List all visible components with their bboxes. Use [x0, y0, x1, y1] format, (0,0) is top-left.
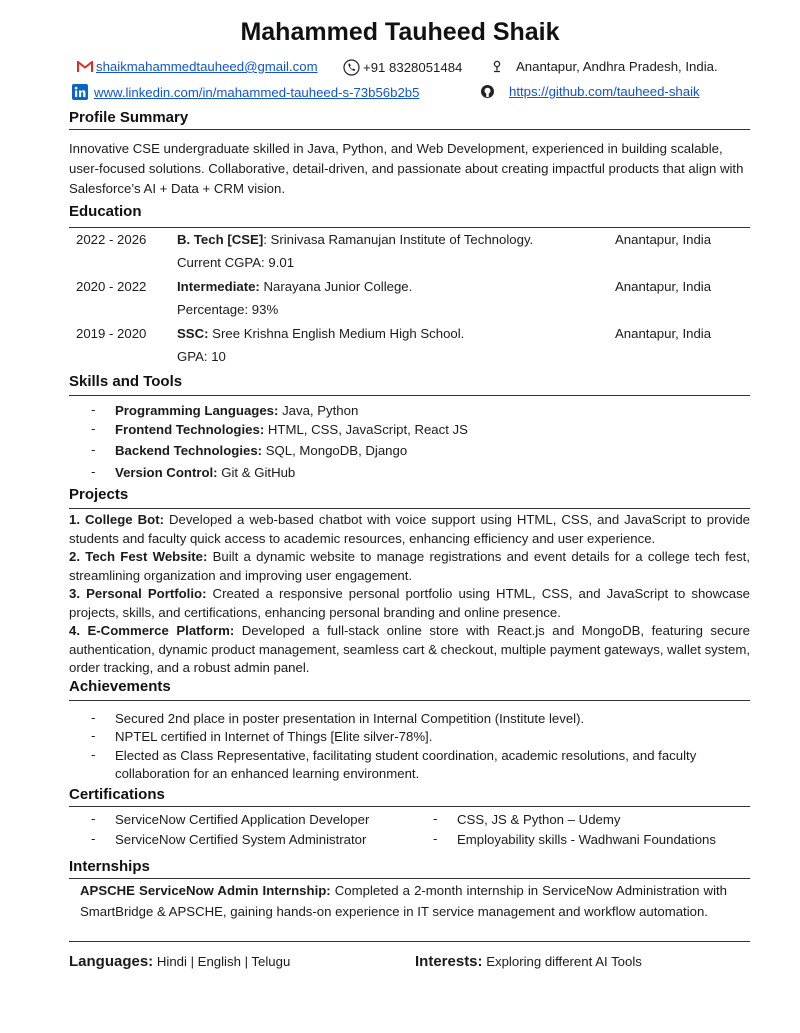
phone-icon [343, 59, 360, 76]
project-label: 1. College Bot: [69, 512, 164, 527]
education-place: Anantapur, India [615, 326, 712, 341]
skill-text [115, 402, 735, 420]
achievements-heading: Achievements [69, 678, 171, 695]
project-text: Built a dynamic website to manage registrations and event details for a college tech fest, streamlining organization and improving user engagement. [69, 549, 750, 583]
internships-heading: Internships [69, 858, 150, 875]
location-contact [492, 59, 718, 74]
project-text: Created a responsive personal portfolio using HTML, CSS, and JavaScript to showcase projects, skills, and certifications, enhancing personal branding and online presence. [69, 586, 750, 620]
skill-label: Version Control: [115, 465, 218, 480]
skill-value: Java, Python [278, 403, 359, 418]
skills-heading: Skills and Tools [69, 373, 183, 390]
bullet-dash: - [91, 442, 96, 457]
profile-summary-text: Innovative CSE undergraduate skilled in Java, Python, and Web Development, experienced in building scalable, user-focused solutions. Collaborative, detail-driven, and passionate about creating impactful products that align with Salesforce’s AI + Data + CRM vision. [69, 141, 744, 196]
projects-list [69, 511, 750, 678]
bullet-dash: - [91, 464, 96, 479]
section-divider [69, 806, 750, 807]
project-item [69, 548, 750, 585]
skill-text [115, 421, 735, 439]
languages-value: Hindi | English | Telugu [156, 954, 291, 969]
project-text: Developed a full-stack online store with React.js and MongoDB, featuring secure authentication, dynamic product management, seamless cart & checkout, multiple payment gateways, wallet system, order tracking, and a robust admin panel. [69, 623, 750, 675]
education-place: Anantapur, India [615, 232, 712, 247]
bullet-dash: - [91, 728, 96, 743]
achievement-text: Elected as Class Representative, facilitating student coordination, academic resolutions, and faculty collaboration for an enhanced learning environment. [115, 748, 697, 781]
bullet-dash: - [433, 811, 438, 826]
project-label: 2. Tech Fest Website: [69, 549, 208, 564]
interests-value: Exploring different AI Tools [486, 954, 642, 969]
interests-line [415, 953, 642, 970]
gmail-icon [77, 61, 93, 73]
linkedin-icon [72, 84, 88, 100]
skill-text [115, 442, 735, 460]
certification-text: ServiceNow Certified System Administrator [115, 832, 367, 847]
project-label: 4. E-Commerce Platform: [69, 623, 235, 638]
projects-heading: Projects [69, 486, 129, 503]
section-divider [69, 878, 750, 879]
skill-value: SQL, MongoDB, Django [262, 443, 408, 458]
skill-label: Programming Languages: [115, 403, 279, 418]
certification-text: Employability skills - Wadhwani Foundations [457, 832, 716, 847]
section-divider [69, 700, 750, 701]
section-divider [69, 395, 750, 396]
languages-line [69, 953, 290, 970]
education-score: Percentage: 93% [177, 302, 279, 317]
bullet-dash: - [91, 421, 96, 436]
location-pin-icon [492, 60, 502, 74]
bullet-dash: - [433, 831, 438, 846]
education-score: GPA: 10 [177, 349, 226, 364]
project-item [69, 511, 750, 548]
achievement-text: NPTEL certified in Internet of Things [Elite silver-78%]. [115, 729, 433, 744]
linkedin-contact [72, 84, 419, 100]
project-item [69, 585, 750, 622]
education-school: Narayana Junior College. [259, 279, 413, 294]
skill-text [115, 464, 735, 482]
skill-value: HTML, CSS, JavaScript, React JS [264, 422, 468, 437]
section-divider [69, 508, 750, 509]
certification-text: CSS, JS & Python – Udemy [457, 812, 621, 827]
certification-text: ServiceNow Certified Application Developer [115, 812, 370, 827]
email-contact [77, 59, 318, 74]
education-degree: B. Tech [CSE] [177, 232, 264, 247]
project-item [69, 622, 750, 678]
linkedin-link[interactable]: www.linkedin.com/in/mahammed-tauheed-s-73b56b2b5 [94, 84, 420, 100]
education-school: Sree Krishna English Medium High School. [208, 326, 465, 341]
phone-contact [343, 59, 462, 76]
education-years: 2022 - 2026 [76, 232, 147, 247]
section-divider [69, 227, 750, 228]
github-link[interactable]: https://github.com/tauheed-shaik [509, 84, 700, 99]
bullet-dash: - [91, 747, 96, 762]
candidate-name: Mahammed Tauheed Shaik [240, 18, 560, 46]
bullet-dash: - [91, 710, 96, 725]
education-years: 2019 - 2020 [76, 326, 147, 341]
github-contact [480, 84, 700, 99]
interests-label: Interests: [415, 953, 483, 970]
certifications-heading: Certifications [69, 786, 165, 803]
email-link[interactable]: shaikmahammedtauheed@gmail.com [96, 59, 318, 74]
location-text: Anantapur, Andhra Pradesh, India. [516, 59, 718, 74]
achievement-text: Secured 2nd place in poster presentation in Internal Competition (Institute level). [115, 711, 585, 726]
project-text: Developed a web-based chatbot with voice support using HTML, CSS, and JavaScript to provide students and faculty quick access to academic resources, enhancing efficiency and user experience. [69, 512, 750, 546]
bullet-dash: - [91, 402, 96, 417]
languages-label: Languages: [69, 953, 154, 970]
education-place: Anantapur, India [615, 279, 712, 294]
bullet-dash: - [91, 831, 96, 846]
project-label: 3. Personal Portfolio: [69, 586, 207, 601]
education-institution [177, 279, 412, 294]
education-institution [177, 232, 533, 247]
bullet-dash: - [91, 811, 96, 826]
education-institution [177, 326, 464, 341]
education-degree: SSC: [177, 326, 209, 341]
education-school: : Srinivasa Ramanujan Institute of Technology. [263, 232, 534, 247]
internship-entry [80, 881, 727, 922]
github-icon [480, 84, 495, 99]
internship-label: APSCHE ServiceNow Admin Internship: [80, 883, 331, 898]
section-divider [69, 129, 750, 130]
phone-number: +91 8328051484 [363, 60, 463, 75]
education-degree: Intermediate: [177, 279, 260, 294]
skill-label: Backend Technologies: [115, 443, 263, 458]
education-score: Current CGPA: 9.01 [177, 255, 295, 270]
education-heading: Education [69, 203, 142, 220]
internship-text: Completed a 2-month internship in ServiceNow Administration with SmartBridge & APSCHE, gaining hands-on experience in IT service management and workflow automation. [80, 883, 728, 919]
skill-label: Frontend Technologies: [115, 422, 265, 437]
education-years: 2020 - 2022 [76, 279, 147, 294]
profile-summary-heading: Profile Summary [69, 109, 189, 126]
skill-value: Git & GitHub [217, 465, 296, 480]
section-divider [69, 941, 750, 942]
